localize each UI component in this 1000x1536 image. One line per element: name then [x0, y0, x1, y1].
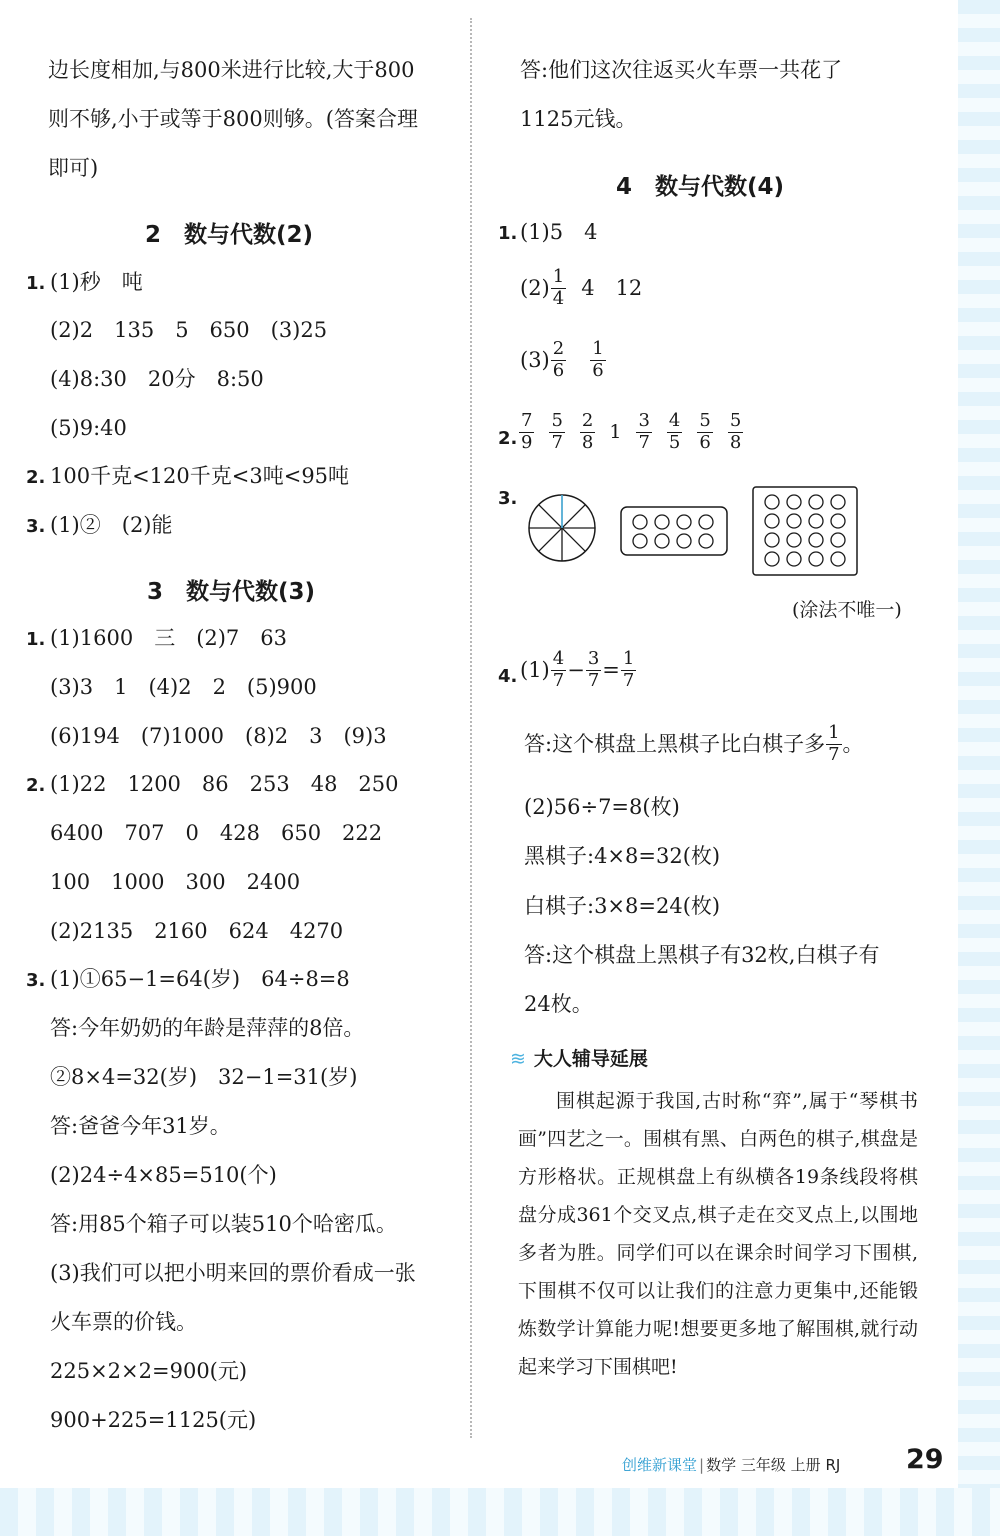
box-eight-circles: [620, 506, 728, 556]
question-number: 2.: [26, 775, 46, 796]
denominator: 7: [551, 431, 563, 453]
fraction: [590, 340, 605, 381]
answer-line: 黑棋子:4×8=32(枚): [524, 844, 721, 868]
question-number: 2.: [26, 467, 46, 488]
denominator: 7: [828, 743, 840, 765]
continued-text-line: 即可): [48, 156, 99, 180]
denominator: 6: [552, 359, 565, 381]
answer-line: (2)56÷7=8(枚): [524, 795, 680, 819]
numerator: 3: [587, 648, 600, 669]
fraction: [667, 412, 682, 453]
question-number: 4.: [498, 666, 518, 687]
answer-line: (2)2135 2160 624 4270: [50, 919, 344, 943]
continued-text-line: 边长度相加,与800米进行比较,大于800: [48, 58, 415, 82]
answer-line: (1)①65−1=64(岁) 64÷8=8: [50, 967, 350, 991]
edition: RJ: [825, 1456, 841, 1474]
denominator: 7: [587, 669, 600, 691]
series-name: 创维新课堂: [622, 1456, 698, 1474]
answer-line: [524, 724, 864, 765]
denominator: 6: [699, 431, 711, 453]
denominator: 4: [552, 287, 565, 309]
answer-line: (1)5 4: [520, 220, 598, 244]
denominator: 7: [638, 431, 650, 453]
page-edge-decoration-bottom: [0, 1488, 1000, 1536]
extension-section-title: [510, 1044, 648, 1071]
answer-end: 。: [842, 731, 864, 756]
column-divider: [470, 18, 472, 1438]
extension-title-text: 大人辅导延展: [533, 1048, 648, 1070]
answer-line-fraction: [520, 340, 607, 381]
answer-line: 100 1000 300 2400: [50, 870, 301, 894]
numerator: 7: [521, 410, 533, 431]
fraction: [826, 724, 841, 765]
answer-line: (5)9:40: [50, 416, 127, 440]
prefix: (3): [520, 347, 550, 372]
numerator: 5: [699, 410, 711, 431]
answer-line: ②8×4=32(岁) 32−1=31(岁): [50, 1065, 358, 1089]
continued-text-line: 答:他们这次往返买火车票一共花了: [520, 58, 843, 82]
denominator: 7: [622, 669, 635, 691]
numerator: 1: [828, 722, 840, 743]
fraction: [580, 412, 595, 453]
answer-line: (4)8:30 20分 8:50: [50, 367, 264, 391]
numerator: 3: [638, 410, 650, 431]
grade: 三年级: [740, 1456, 786, 1474]
question-number: 3.: [26, 970, 46, 991]
answer-text: 答:这个棋盘上黑棋子比白棋子多: [524, 731, 826, 756]
fraction: [549, 412, 564, 453]
answer-line: 100千克<120千克<3吨<95吨: [50, 464, 350, 488]
question-number: 2.: [498, 428, 518, 449]
operator: =: [602, 657, 620, 682]
section-title-2: 2 数与代数(2): [145, 222, 314, 248]
question-number: 1.: [26, 629, 46, 650]
continued-text-line: 1125元钱。: [520, 107, 637, 131]
section-title-3: 3 数与代数(3): [147, 579, 316, 605]
answer-line: 24枚。: [524, 992, 593, 1016]
answer-line: 答:爸爸今年31岁。: [50, 1114, 231, 1138]
answer-line: 火车票的价钱。: [50, 1310, 197, 1334]
numerator: 2: [552, 338, 565, 359]
denominator: 8: [581, 431, 594, 453]
whole-number: 1: [609, 420, 622, 443]
figure-note: (涂法不唯一): [792, 599, 902, 621]
page-footer: [622, 1454, 840, 1475]
answer-line: (3)我们可以把小明来回的票价看成一张: [50, 1261, 416, 1285]
answer-line: (2)24÷4×85=510(个): [50, 1163, 277, 1187]
answer-line: 225×2×2=900(元): [50, 1359, 248, 1383]
fraction: [551, 268, 566, 309]
numerator: 1: [592, 338, 604, 359]
extension-paragraph: 围棋起源于我国,古时称“弈”,属于“琴棋书画”四艺之一。围棋有黑、白两色的棋子,棋盘是方形格状。正规棋盘上有纵横各19条线段将棋盘分成361个交叉点,棋子走在交叉点上,以围地多者为胜。同学们可以在课余时间学习下围棋,下围棋不仅可以让我们的注意力更集中,还能锻炼数学计算能力呢!想要更多地了解围棋,就行动起来学习下围棋吧!: [518, 1090, 918, 1378]
numerator: 4: [552, 648, 565, 669]
page-number: 29: [906, 1444, 944, 1475]
question-number: 3.: [26, 516, 46, 537]
fraction: [586, 650, 601, 691]
circle-divided-eighths: [526, 492, 598, 564]
numerator: 5: [729, 410, 742, 431]
answer-line-fraction: [520, 268, 642, 309]
answer-line: 白棋子:3×8=24(枚): [524, 894, 721, 918]
continued-text-line: 则不够,小于或等于800则够。(答案合理: [48, 107, 418, 131]
fraction: [621, 650, 636, 691]
fraction: [636, 412, 651, 453]
denominator: 7: [552, 669, 565, 691]
answer-line: (6)194 (7)1000 (8)2 3 (9)3: [50, 724, 387, 748]
answer-line: (2)2 135 5 650 (3)25: [50, 318, 328, 342]
numerator: 1: [622, 648, 635, 669]
equation-line: [520, 650, 637, 691]
answer-line: 6400 707 0 428 650 222: [50, 821, 383, 845]
numerator: 4: [668, 410, 681, 431]
denominator: 6: [592, 359, 604, 381]
wave-icon: ≋: [510, 1048, 526, 1070]
fraction: [551, 340, 566, 381]
volume: 上册: [790, 1456, 821, 1474]
denominator: 5: [668, 431, 681, 453]
fraction: [728, 412, 743, 453]
page-edge-decoration-right: [958, 0, 1000, 1536]
numerator: 5: [551, 410, 563, 431]
answer-line: 答:今年奶奶的年龄是萍萍的8倍。: [50, 1016, 365, 1040]
fraction: [551, 650, 566, 691]
question-number: 1.: [26, 273, 46, 294]
operator: −: [567, 657, 585, 682]
subject: 数学: [706, 1456, 737, 1474]
answer-line: (1)② (2)能: [50, 513, 173, 537]
fraction-list: [518, 412, 757, 453]
question-number: 1.: [498, 223, 518, 244]
answer-line: (1)秒 吨: [50, 270, 143, 294]
prefix: (2): [520, 275, 550, 300]
numerator: 1: [552, 266, 565, 287]
denominator: 9: [521, 431, 533, 453]
answer-line: 答:用85个箱子可以装510个哈密瓜。: [50, 1212, 397, 1236]
answer-line: 答:这个棋盘上黑棋子有32枚,白棋子有: [524, 943, 880, 967]
question-number: 3.: [498, 488, 518, 509]
answer-rest: 4 12: [581, 275, 643, 300]
fraction: [519, 412, 534, 453]
box-sixteen-circles: [752, 486, 858, 576]
answer-line: (1)1600 三 (2)7 63: [50, 626, 288, 650]
numerator: 2: [581, 410, 594, 431]
section-title-4: 4 数与代数(4): [616, 174, 785, 200]
answer-line: (1)22 1200 86 253 48 250: [50, 772, 399, 796]
footer-separator: |: [699, 1456, 705, 1474]
fraction: [697, 412, 712, 453]
denominator: 8: [729, 431, 742, 453]
prefix: (1): [520, 657, 550, 682]
answer-line: 900+225=1125(元): [50, 1408, 257, 1432]
answer-line: (3)3 1 (4)2 2 (5)900: [50, 675, 317, 699]
